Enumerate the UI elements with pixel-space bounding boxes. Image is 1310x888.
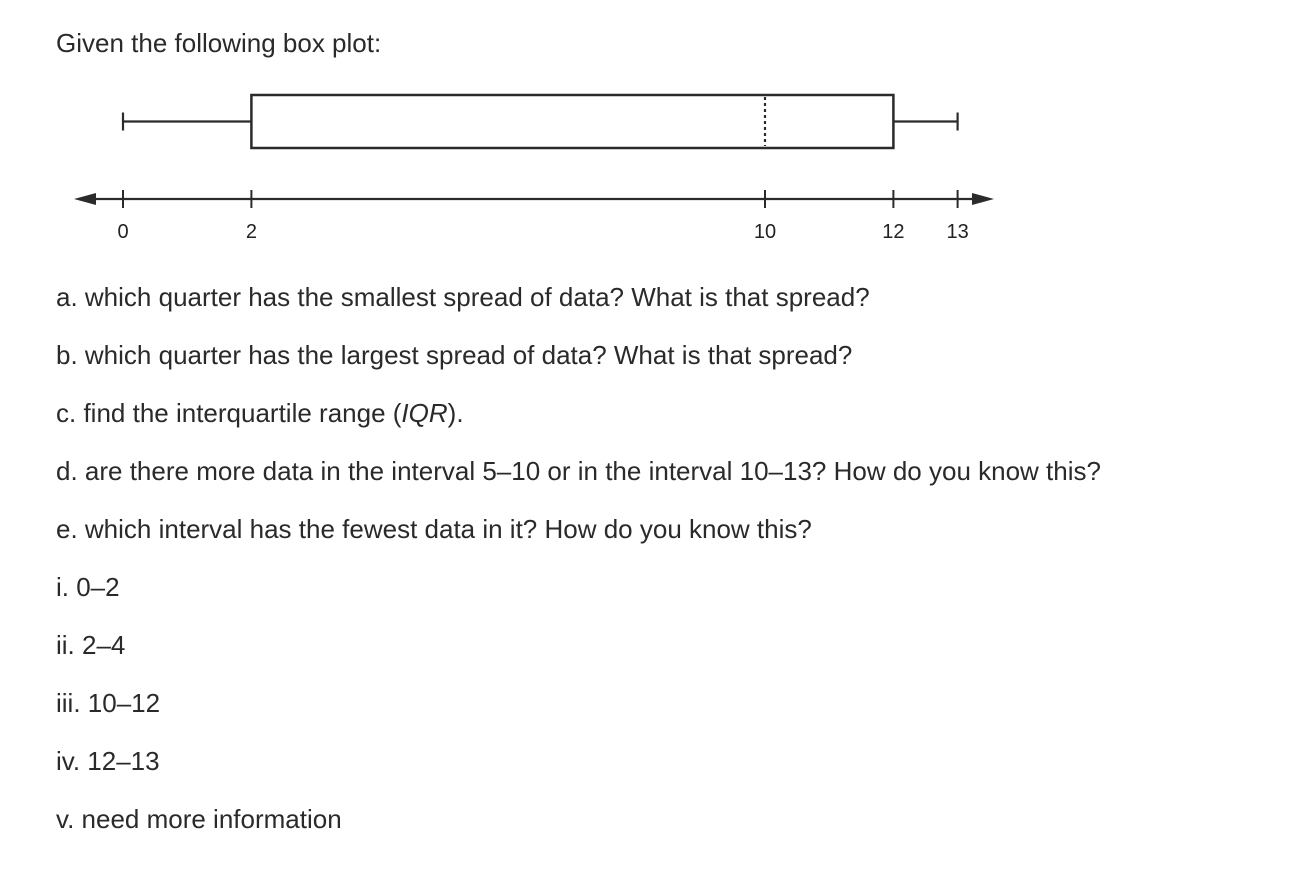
question-c [56,398,464,429]
option-i: i. 0–2 [56,572,120,602]
tick-label: 12 [882,221,905,243]
iqr-box [251,95,893,148]
question-c-iqr: IQR [401,398,448,428]
option-ii: ii. 2–4 [56,630,126,660]
left-arrow [74,193,96,205]
right-arrow [972,193,994,205]
tick-label: 2 [245,221,257,243]
tick-label: 13 [946,221,969,243]
question-c-prefix: c. find the interquartile range ( [56,398,402,428]
option-iii: iii. 10–12 [56,688,161,718]
question-a: a. which quarter has the smallest spread of data? What is that spread? [56,282,870,312]
box-plot [60,80,1020,250]
question-c-suffix: ). [447,398,464,428]
intro-text: Given the following box plot: [56,28,382,58]
question-d: d. are there more data in the interval 5–10 or in the interval 10–13? How do you know this? [56,456,1101,486]
box-plot-svg [60,80,1020,250]
question-b: b. which quarter has the largest spread of data? What is that spread? [56,340,853,370]
tick-label: 0 [117,221,129,243]
option-v: v. need more information [56,804,342,834]
question-e: e. which interval has the fewest data in it? How do you know this? [56,514,812,544]
option-iv: iv. 12–13 [56,746,160,776]
tick-label: 10 [753,221,777,243]
